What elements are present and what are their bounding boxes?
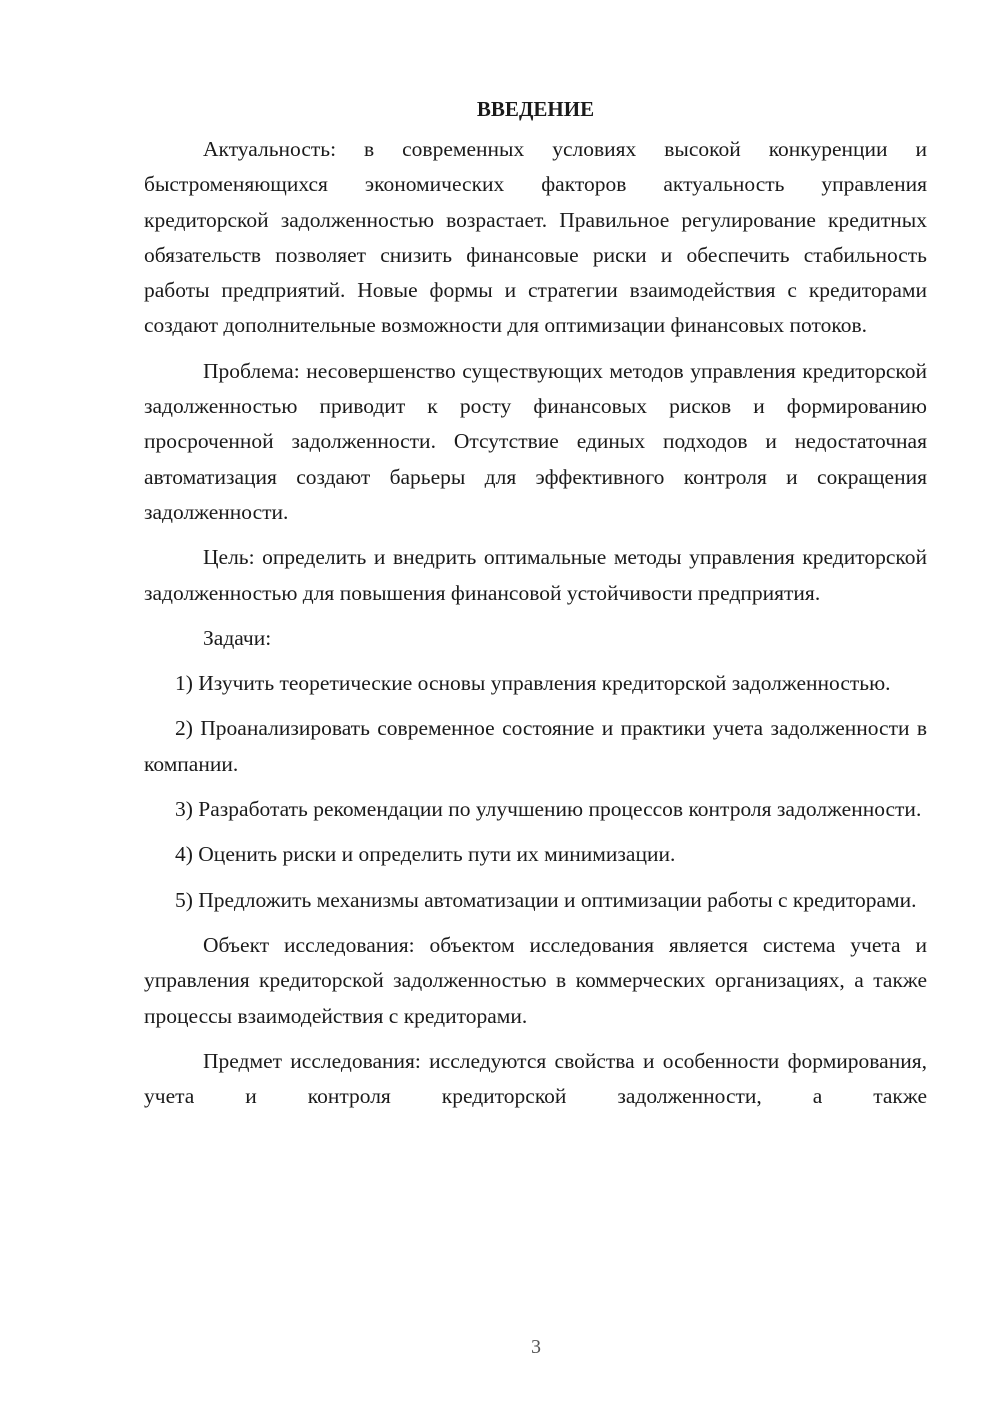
object-paragraph: Объект исследования: объектом исследования является система учета и управления кредиторской задолженностью в коммерческих организациях, а также процессы взаимодействия с кредиторами. (144, 932, 927, 1028)
page-number: 3 (531, 1336, 541, 1358)
page-body (144, 92, 927, 1124)
tasks-label: Задачи: (203, 625, 272, 650)
task-item-1: 1) Изучить теоретические основы управления кредиторской задолженностью. (175, 671, 891, 696)
task-item-5: 5) Предложить механизмы автоматизации и оптимизации работы с кредиторами. (175, 887, 917, 912)
page-title: ВВЕДЕНИЕ (476, 97, 595, 121)
task-item-4: 4) Оценить риски и определить пути их минимизации. (175, 842, 676, 867)
goal-paragraph: Цель: определить и внедрить оптимальные методы управления кредиторской задолженностью для повышения финансовой устойчивости предприятия. (144, 545, 927, 605)
problem-paragraph: Проблема: несовершенство существующих методов управления кредиторской задолженностью приводит к росту финансовых рисков и формированию просроченной задолженности. Отсутствие единых подходов и недостаточная автоматизация создают барьеры для эффективного контроля и сокращения задолженности. (144, 358, 927, 524)
task-item-3: 3) Разработать рекомендации по улучшению процессов контроля задолженности. (175, 797, 922, 822)
relevance-paragraph: Актуальность: в современных условиях высокой конкуренции и быстроменяющихся экономических факторов актуальность управления кредиторской задолженностью возрастает. Правильное регулирование кредитных обязательств позволяет снизить финансовые риски и обеспечить стабильность работы предприятий. Новые формы и стратегии взаимодействия с кредиторами создают дополнительные возможности для оптимизации финансовых потоков. (144, 137, 927, 338)
task-item-2: 2) Проанализировать современное состояние и практики учета задолженности в компании. (144, 716, 927, 776)
subject-paragraph: Предмет исследования: исследуются свойства и особенности формирования, учета и контроля кредиторской задолженности, а также (144, 1048, 927, 1109)
